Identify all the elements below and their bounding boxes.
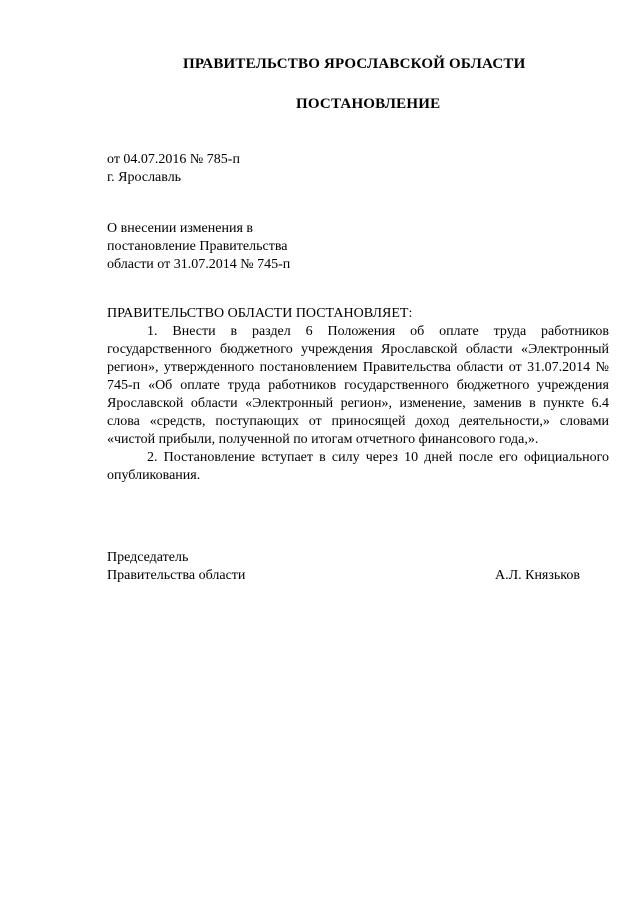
signatory-position-line: Председатель xyxy=(107,550,189,565)
document-subject xyxy=(107,220,290,274)
decree-phrase: ПРАВИТЕЛЬСТВО ОБЛАСТИ ПОСТАНОВЛЯЕТ: xyxy=(107,306,413,321)
subject-line: О внесении изменения в xyxy=(107,221,253,236)
subject-line: постановление Правительства xyxy=(107,239,288,254)
paragraph-1: 1. Внести в раздел 6 Положения об оплате труда работников государственного бюджетного учреждения Ярославской области «Электронный регион», утвержденного постановлением Правительства области от 31.07.2014 № 745-п «Об оплате труда работников государственного бюджетного учреждения Ярославской области «Электронный регион», изменение, заменив в пункте 6.4 слова «средств, поступающих от приносящей доход деятельности,» словами «чистой прибыли, полученной по итогам отчетного финансового года,». xyxy=(107,324,609,447)
signatory-position xyxy=(107,549,245,585)
paragraph-2: 2. Постановление вступает в силу через 10 дней после его официального опубликования. xyxy=(107,450,609,483)
document-date-number: от 04.07.2016 № 785-п xyxy=(107,152,240,167)
document-body xyxy=(107,323,609,485)
signatory-position-line: Правительства области xyxy=(107,568,246,583)
document-city: г. Ярославль xyxy=(107,170,182,185)
subject-line: области от 31.07.2014 № 745-п xyxy=(107,257,291,272)
government-title: ПРАВИТЕЛЬСТВО ЯРОСЛАВСКОЙ ОБЛАСТИ xyxy=(183,56,526,72)
signatory-name: А.Л. Князьков xyxy=(495,568,580,583)
document-type-title: ПОСТАНОВЛЕНИЕ xyxy=(296,96,441,112)
